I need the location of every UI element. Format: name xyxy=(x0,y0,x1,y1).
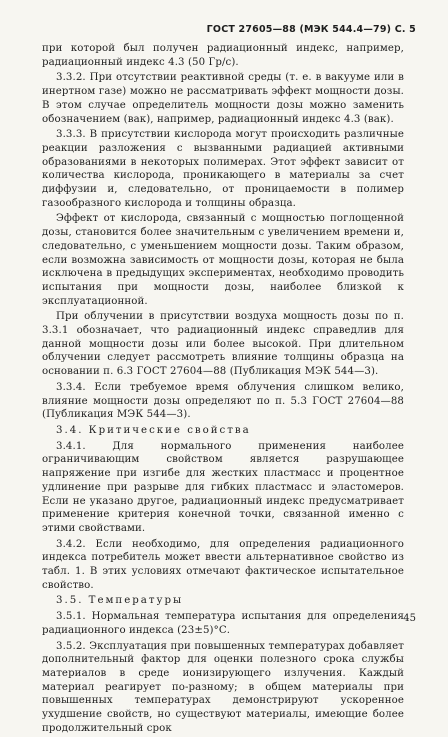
paragraph: Эффект от кислорода, связанный с мощностью поглощенной дозы, становится более значительным с увеличением времени и, следовательно, с уменьшением мощности дозы. Таким образом, если возможна зависимость от мощности дозы, которая не была исключена в предыдущих экспериментах, необходимо проводить испытания при мощности дозы, наиболее близкой к эксплуатационной. xyxy=(42,213,404,307)
paragraph: 3.5.2. Эксплуатация при повышенных температурах добавляет дополнительный фактор для оценки полезного срока службы материалов в среде ионизирующего излучения. Каждый материал реагирует по-разному; в общем материалы при повышенных температурах демонстрируют ускоренное ухудшение свойств, но существуют материалы, имеющие более продолжительный срок xyxy=(42,640,404,734)
paragraph: при которой был получен радиационный индекс, например, радиационный индекс 4.3 (50 Гр/с). xyxy=(42,43,404,68)
section-heading: 3.4. Критические свойства xyxy=(56,424,251,436)
paragraph: 3.3.4. Если требуемое время облучения слишком велико, влияние мощности дозы определяют по п. 5.3 ГОСТ 27604—88 (Публикация МЭК 544—3). xyxy=(42,381,404,421)
paragraph: 3.4.1. Для нормального применения наиболее ограничивающим свойством является разрушающее напряжение при изгибе для жестких пластмасс и процентное удлинение при разрыве для гибких пластмасс и эластомеров. Если не указано другое, радиационный индекс предусматривает применение критерия конечной точки, связанной именно с этими свойствами. xyxy=(42,440,404,534)
paragraph: При облучении в присутствии воздуха мощность дозы по п. 3.3.1 обозначает, что радиационный индекс справедлив для данной мощности дозы или более высокой. При длительном облучении следует рассмотреть влияние толщины образца на основании п. 6.3 ГОСТ 27604—88 (Публикация МЭК 544—3). xyxy=(42,311,404,378)
paragraph: 3.4.2. Если необходимо, для определения радиационного индекса потребитель может ввести альтернативное свойство из табл. 1. В этих условиях отмечают фактическое испытательное свойство. xyxy=(42,538,404,591)
paragraph: 3.3.2. При отсутствии реактивной среды (т. е. в вакууме или в инертном газе) можно не рассматривать эффект мощности дозы. В этом случае определитель мощности дозы можно заменить обозначением (вак), например, радиационный индекс 4.3 (вак). xyxy=(42,72,404,125)
body-text xyxy=(42,42,404,737)
page-number: 45 xyxy=(403,613,416,624)
page-header: ГОСТ 27605—88 (МЭК 544.4—79) С. 5 xyxy=(206,24,416,35)
paragraph: 3.5.1. Нормальная температура испытания для определения радиационного индекса (23±5)°С. xyxy=(42,611,404,636)
section-heading: 3.5. Температуры xyxy=(56,595,184,607)
paragraph: 3.3.3. В присутствии кислорода могут происходить различные реакции разложения с вызванными радиацией активными образованиями в некоторых полимерах. Этот эффект зависит от количества кислорода, проникающего в материалы за счет диффузии и, следовательно, от проницаемости в полимер газообразного кислорода и толщины образца. xyxy=(42,129,404,209)
